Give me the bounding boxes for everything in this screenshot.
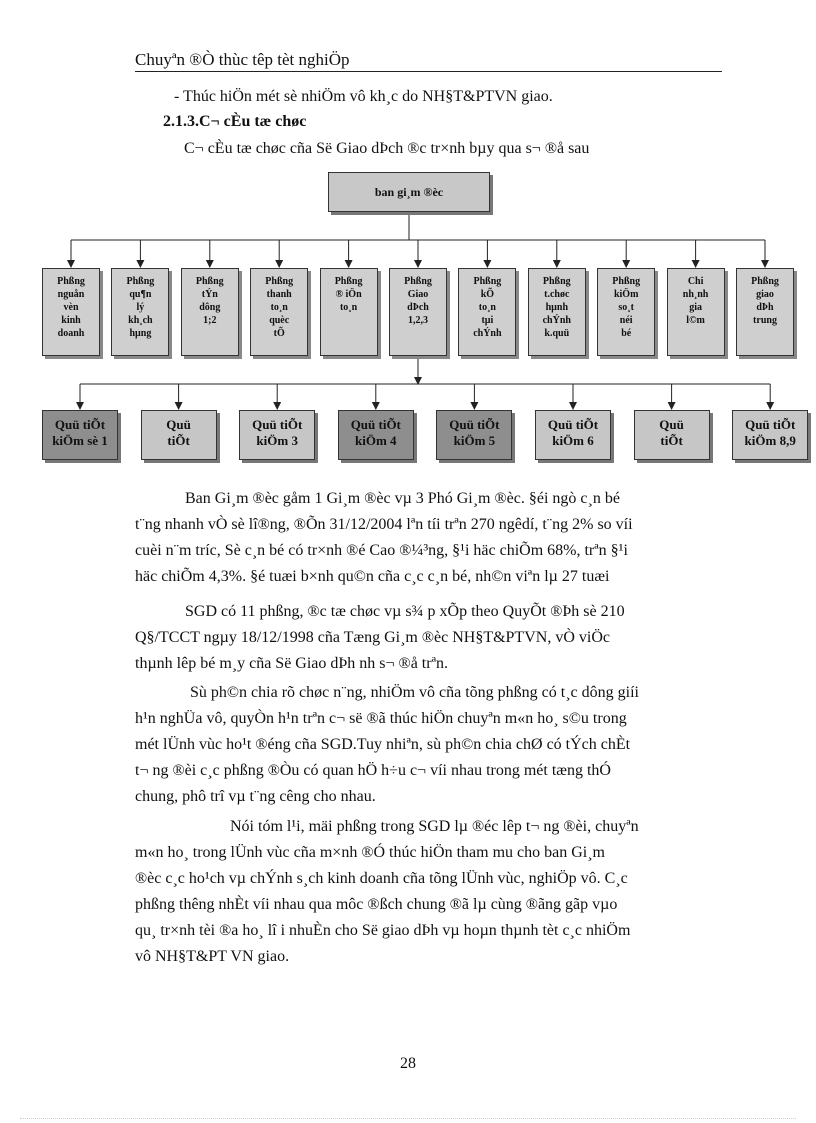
text-line: chung, phô trî vµ t¨ng cêng cho nhau.: [135, 788, 376, 805]
text-line: qu¸ tr×nh tèi ®a ho¸ lî i nhuÈn cho Së giao dÞh vµ hoµn thµnh tèt c¸c nhiÖm: [135, 922, 631, 939]
department-box: [597, 268, 655, 356]
org-root-label: ban gi¸m ®èc: [374, 184, 444, 199]
department-label: trung: [753, 315, 777, 326]
savings-fund-label: Quü tiÕt: [547, 417, 599, 432]
department-label: bé: [621, 328, 632, 339]
department-box: [458, 268, 516, 356]
department-label: chÝnh: [473, 328, 502, 339]
department-label: l©m: [686, 315, 705, 326]
text-line: mét lÜnh vùc ho¹t ®éng cña SGD.Tuy nhiªn, sù ph©n chia chØ có tÝch chÈt: [135, 736, 631, 753]
department-label: tÝn: [201, 289, 218, 300]
savings-fund-box: [535, 410, 611, 460]
savings-fund-label: kiÖm 6: [552, 433, 594, 448]
department-label: to¸n: [339, 302, 358, 313]
text-line: t¨ng nhanh vÒ sè lî®ng, ®Õn 31/12/2004 lªn tíi trªn 270 ngêdí, t¨ng 2% so víi: [135, 516, 633, 533]
savings-fund-box: [338, 410, 414, 460]
department-label: Giao: [407, 289, 429, 300]
department-label: Phßng: [334, 276, 363, 287]
department-box: [528, 268, 586, 356]
text-line: cuèi n¨m tríc, Sè c¸n bé có tr×nh ®é Cao ®¼³ng, §¹i häc chiÕm 68%, trªn §¹i: [135, 542, 628, 559]
savings-fund-label: Quü: [166, 417, 191, 432]
department-label: tÕ: [273, 328, 285, 339]
department-label: Phßng: [404, 276, 432, 287]
department-label: tµi: [481, 315, 494, 326]
department-label: nguån: [57, 289, 85, 300]
department-label: kinh: [61, 315, 81, 326]
text-line: häc chiÕm 4,3%. §é tuæi b×nh qu©n cña c¸c c¸n bé, nh©n viªn lµ 27 tuæi: [135, 568, 610, 585]
department-label: Phßng: [195, 276, 224, 287]
text-line: thµnh lêp bé m¸y cña Së Giao dÞh nh s¬ ®å trªn.: [135, 655, 448, 672]
department-label: to¸n: [478, 302, 496, 313]
department-label: so¸t: [618, 302, 634, 313]
department-label: ® iÖn: [335, 289, 362, 300]
department-label: t.chøc: [544, 289, 570, 300]
savings-fund-label: tiÕt: [660, 433, 683, 448]
department-label: dÞh: [756, 302, 774, 313]
department-label: lý: [136, 302, 145, 313]
text-line: vô NH§T&PT VN giao.: [135, 948, 290, 965]
department-label: vèn: [63, 302, 79, 313]
department-box: [42, 268, 100, 356]
text-line: t¬ ng ®èi c¸c phßng ®Òu có quan hÖ h÷u c¬ víi nhau trong mét tæng thÓ: [135, 762, 611, 779]
text-line: m«n ho¸ trong lÜnh vùc cña m×nh ®Ó thúc hiÖn tham mu cho ban Gi¸m: [135, 844, 605, 861]
department-label: k.quü: [544, 328, 570, 339]
chart-caption: C¬ cÈu tæ chøc cña Së Giao dÞch ®c tr×nh bµy qua s¬ ®å sau: [184, 140, 590, 157]
page-header-title: Chuyªn ®Ò thùc têp tèt nghiÖp: [135, 50, 350, 69]
savings-fund-box: [42, 410, 118, 460]
savings-fund-label: kiÖm 4: [355, 433, 397, 448]
savings-fund-label: Quü tiÕt: [745, 417, 796, 432]
department-label: Phßng: [542, 276, 571, 287]
paragraph-2: [135, 599, 722, 677]
department-box: [320, 268, 378, 356]
department-label: Phßng: [265, 276, 294, 287]
department-box: [250, 268, 308, 356]
department-label: dÞch: [407, 302, 429, 313]
department-label: hµnh: [545, 302, 569, 313]
savings-fund-label: Quü tiÕt: [350, 417, 401, 432]
department-label: Phßng: [751, 276, 779, 287]
department-box: [181, 268, 239, 356]
savings-fund-label: Quü: [659, 417, 684, 432]
text-line: Ban Gi¸m ®èc gåm 1 Gi¸m ®èc vµ 3 Phó Gi¸m ®èc. §éi ngò c¸n bé: [185, 490, 620, 507]
savings-fund-box: [436, 410, 512, 460]
paragraph-3: [135, 680, 722, 810]
savings-fund-label: kiÖm 8,9: [744, 433, 796, 448]
savings-fund-box: [239, 410, 315, 460]
savings-fund-label: tiÕt: [167, 433, 190, 448]
intro-bullet: - Thúc hiÖn mét sè nhiÖm vô kh¸c do NH§T&PTVN giao.: [174, 88, 553, 105]
department-label: quèc: [269, 315, 290, 326]
org-root-box: [328, 172, 490, 212]
savings-fund-box: [732, 410, 808, 460]
text-line: Sù ph©n chia rõ chøc n¨ng, nhiÖm vô cña tõng phßng có t¸c dông giíi: [190, 684, 639, 701]
department-label: dông: [199, 302, 221, 313]
text-line: Q§/TCCT ngµy 18/12/1998 cña Tæng Gi¸m ®èc NH§T&PTVN, vÒ viÖc: [135, 629, 610, 646]
department-label: nh¸nh: [682, 289, 709, 300]
department-label: chÝnh: [542, 315, 571, 326]
department-label: Phßng: [57, 276, 85, 287]
department-box: [736, 268, 794, 356]
department-label: Phßng: [126, 276, 155, 287]
department-label: giao: [756, 289, 774, 300]
savings-fund-label: Quü tiÕt: [252, 417, 303, 432]
text-line: Nói tóm l¹i, mäi phßng trong SGD lµ ®éc lêp t¬ ng ®èi, chuyªn: [230, 818, 639, 835]
savings-fund-box: [141, 410, 217, 460]
text-line: ®èc c¸c ho¹ch vµ chÝnh s¸ch kinh doanh cña tõng lÜnh vùc, nghiÖp vô. C¸c: [135, 870, 628, 887]
paragraph-4: [135, 814, 722, 970]
department-label: qu¶n: [129, 289, 152, 300]
bottom-rule: [20, 1118, 796, 1119]
savings-fund-label: Quü tiÕt: [449, 417, 500, 432]
department-label: thanh: [266, 289, 292, 300]
department-label: hµng: [129, 328, 152, 339]
savings-fund-label: Quü tiÕt: [54, 417, 106, 432]
department-label: Phßng: [473, 276, 502, 287]
savings-fund-label: kiÖm sè 1: [52, 433, 108, 448]
savings-fund-box: [634, 410, 710, 460]
department-label: Chi: [687, 276, 704, 287]
text-line: h¹n nghÜa vô, quyÒn h¹n trªn c¬ së ®ã thúc hiÖn chuyªn m«n ho¸ s©u trong: [135, 710, 627, 727]
department-label: néi: [619, 315, 633, 326]
savings-fund-label: kiÖm 3: [256, 433, 298, 448]
savings-fund-label: kiÖm 5: [453, 433, 496, 448]
paragraph-1: [135, 486, 722, 590]
department-label: kÕ: [480, 289, 495, 300]
department-label: 1;2: [203, 315, 217, 326]
department-box: [667, 268, 725, 356]
department-label: doanh: [57, 328, 85, 339]
department-label: kh¸ch: [128, 315, 153, 326]
section-heading: 2.1.3.C¬ cÈu tæ chøc: [163, 113, 307, 130]
page-number: 28: [400, 1055, 416, 1072]
department-box: [389, 268, 447, 356]
text-line: phßng thêng nhÈt víi nhau qua môc ®ßch chung ®ã lµ cùng ®ãng gãp vµo: [135, 896, 618, 913]
department-label: Phßng: [612, 276, 641, 287]
text-line: SGD có 11 phßng, ®c tæ chøc vµ s¾ p xÕp theo QuyÕt ®Þh sè 210: [185, 603, 625, 620]
department-label: to¸n: [270, 302, 288, 313]
department-label: 1,2,3: [408, 315, 428, 326]
department-box: [111, 268, 169, 356]
department-label: gia: [689, 302, 702, 313]
department-label: kiÖm: [613, 289, 639, 300]
